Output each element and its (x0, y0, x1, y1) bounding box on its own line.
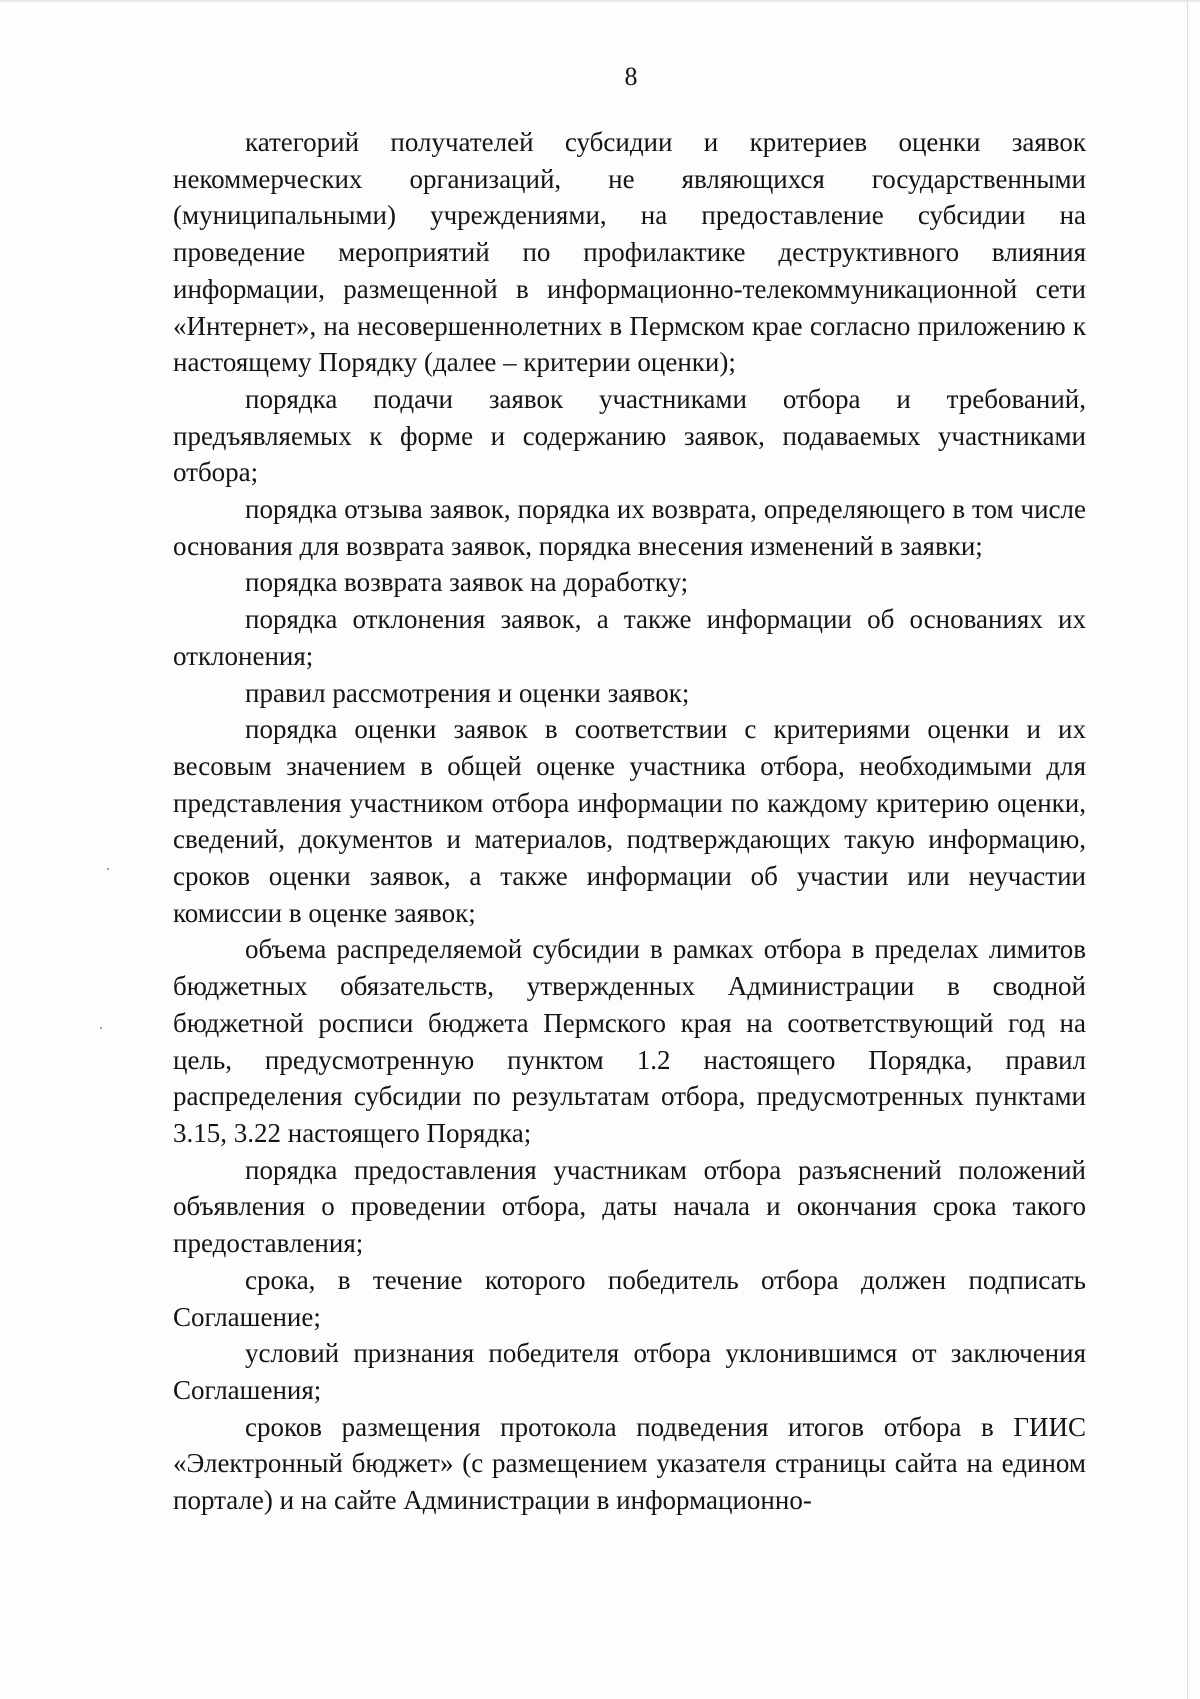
paragraph-subsidy-volume: объема распределяемой субсидии в рамках отбора в пределах лимитов бюджетных обязательств, утвержденных Администрации в сводной бюджетной росписи бюджета Пермского края на соответствующий год на цель, предусмотренную пунктом 1.2 настоящего Порядка, правил распределения субсидии по результатам отбора, предусмотренных пунктами 3.15, 3.22 настоящего Порядка; (173, 934, 1086, 1148)
scan-top-edge (0, 0, 1200, 2)
paragraph-review-rules: правил рассмотрения и оценки заявок; (245, 677, 690, 708)
page-number: 8 (624, 62, 638, 91)
paragraph-clarifications: порядка предоставления участникам отбора разъяснений положений объявления о проведении отбора, даты начала и окончания срока такого предоставления; (173, 1154, 1086, 1259)
scan-speck (100, 1027, 102, 1029)
scan-speck (107, 868, 109, 870)
paragraph-application-rejection: порядка отклонения заявок, а также информации об основаниях их отклонения; (173, 604, 1086, 671)
paragraph-evaluation-criteria: категорий получателей субсидии и критериев оценки заявок некоммерческих организаций, не являющихся государственными (муниципальными) учреждениями, на предоставление субсидии на проведение мероприятий по профилактике деструктивного влияния информации, размещенной в информационно-телекоммуникационной сети «Интернет», на несовершеннолетних в Пермском крае согласно приложению к настоящему Порядку (далее – критерии оценки); (173, 127, 1086, 378)
paragraph-application-withdrawal: порядка отзыва заявок, порядка их возврата, определяющего в том числе основания для возврата заявок, порядка внесения изменений в заявки; (173, 494, 1086, 561)
paragraph-signing-deadline: срока, в течение которого победитель отбора должен подписать Соглашение; (173, 1264, 1086, 1332)
paragraph-protocol-publication: сроков размещения протокола подведения итогов отбора в ГИИС «Электронный бюджет» (с размещением указателя страницы сайта на едином портале) и на сайте Администрации в информационно- (173, 1411, 1086, 1516)
paragraph-return-for-revision: порядка возврата заявок на доработку; (245, 567, 689, 598)
document-body (173, 124, 1086, 1519)
scan-right-edge (1187, 0, 1188, 1699)
paragraph-application-submission: порядка подачи заявок участниками отбора и требований, предъявляемых к форме и содержанию заявок, подаваемых участниками отбора; (173, 383, 1086, 488)
paragraph-evasion-conditions: условий признания победителя отбора уклонившимся от заключения Соглашения; (173, 1338, 1086, 1405)
paragraph-evaluation-procedure: порядка оценки заявок в соответствии с критериями оценки и их весовым значением в общей оценке участника отбора, необходимыми для представления участником отбора информации по каждому критерию оценки, сведений, документов и материалов, подтверждающих такую информацию, сроков оценки заявок, а также информации об участии или неучастии комиссии в оценке заявок; (173, 714, 1086, 928)
